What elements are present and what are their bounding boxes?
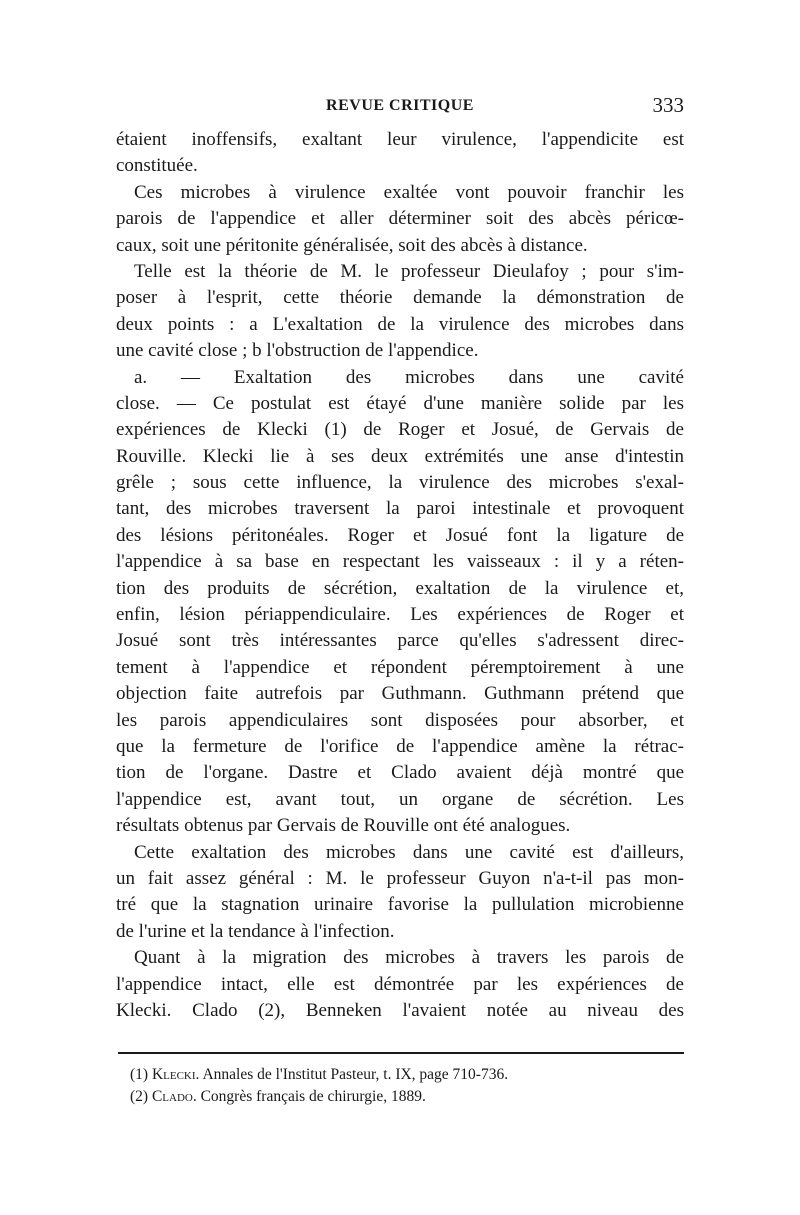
text-line: de l'urine et la tendance à l'infection.: [116, 920, 395, 942]
page-number: 333: [652, 93, 684, 117]
text-line: deux points : a L'exaltation de la virulence des microbes dans: [116, 313, 684, 335]
text-line: Josué sont très intéressantes parce qu'elles s'adressent direc-: [116, 630, 684, 652]
text-line: enfin, lésion périappendiculaire. Les expériences de Roger et: [116, 604, 684, 626]
text-line: Quant à la migration des microbes à travers les parois de: [134, 947, 684, 969]
text-line: tré que la stagnation urinaire favorise la pullulation microbienne: [116, 894, 684, 916]
text-line: a. — Exaltation des microbes dans une cavité: [134, 366, 684, 388]
footnote-rule: [118, 1052, 684, 1054]
text-line: grêle ; sous cette influence, la virulence des microbes s'exal-: [116, 472, 684, 494]
text-line: tant, des microbes traversent la paroi intestinale et provoquent: [116, 498, 684, 520]
footnotes: [130, 1064, 670, 1108]
footnote-2: [130, 1086, 670, 1108]
text-line: Klecki. Clado (2), Benneken l'avaient notée au niveau des: [116, 999, 684, 1021]
text-line: expériences de Klecki (1) de Roger et Josué, de Gervais de: [116, 419, 684, 441]
text-line: l'appendice intact, elle est démontrée par les expériences de: [116, 973, 684, 995]
footnote-author: Klecki.: [151, 1066, 200, 1083]
footnote-marker: (2): [130, 1088, 149, 1105]
footnote-author: Clado.: [151, 1088, 197, 1105]
text-line: Rouville. Klecki lie à ses deux extrémités une anse d'intestin: [116, 445, 684, 467]
text-line: étaient inoffensifs, exaltant leur virulence, l'appendicite est: [116, 129, 684, 150]
text-line: Ces microbes à virulence exaltée vont pouvoir franchir les: [134, 181, 684, 203]
footnote-marker: (1): [130, 1066, 149, 1083]
body-text: [116, 127, 684, 1024]
text-line: Cette exaltation des microbes dans une cavité est d'ailleurs,: [134, 841, 684, 863]
text-line: une cavité close ; b l'obstruction de l'appendice.: [116, 340, 479, 362]
text-line: l'appendice à sa base en respectant les vaisseaux : il y a réten-: [116, 551, 684, 573]
text-line: des lésions péritonéales. Roger et Josué font la ligature de: [116, 524, 684, 546]
text-line: close. — Ce postulat est étayé d'une manière solide par les: [116, 392, 684, 414]
running-header: [116, 93, 684, 123]
footnote-text: Congrès français de chirurgie, 1889.: [200, 1088, 426, 1105]
text-line: caux, soit une péritonite généralisée, soit des abcès à distance.: [116, 234, 588, 256]
text-line: constituée.: [116, 155, 198, 177]
running-title: REVUE CRITIQUE: [326, 97, 474, 114]
text-line: résultats obtenus par Gervais de Rouville ont été analogues.: [116, 815, 571, 837]
text-line: objection faite autrefois par Guthmann. Guthmann prétend que: [116, 683, 684, 705]
footnote-1: [130, 1064, 670, 1086]
text-line: Telle est la théorie de M. le professeur Dieulafoy ; pour s'im-: [134, 260, 684, 282]
text-line: l'appendice est, avant tout, un organe de sécrétion. Les: [116, 788, 684, 810]
text-line: les parois appendiculaires sont disposées pour absorber, et: [116, 709, 684, 731]
footnote-text: Annales de l'Institut Pasteur, t. IX, page 710-736.: [202, 1066, 509, 1083]
text-line: tement à l'appendice et répondent péremptoirement à une: [116, 656, 684, 678]
text-line: tion de l'organe. Dastre et Clado avaient déjà montré que: [116, 762, 684, 784]
text-line: poser à l'esprit, cette théorie demande la démonstration de: [116, 287, 684, 309]
text-line: parois de l'appendice et aller déterminer soit des abcès péricœ-: [116, 208, 684, 230]
text-line: tion des produits de sécrétion, exaltation de la virulence et,: [116, 577, 684, 599]
text-line: que la fermeture de l'orifice de l'appendice amène la rétrac-: [116, 735, 684, 757]
text-line: un fait assez général : M. le professeur Guyon n'a-t-il pas mon-: [116, 867, 684, 889]
